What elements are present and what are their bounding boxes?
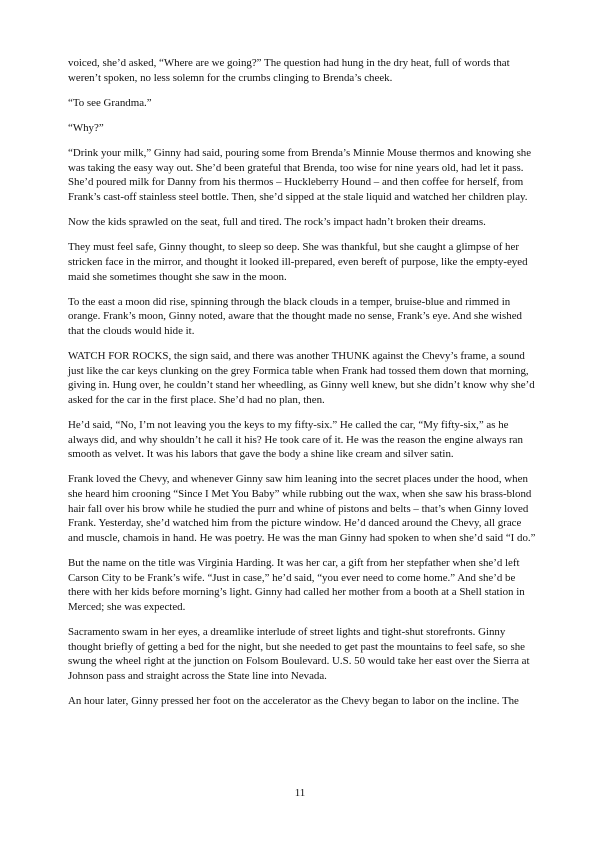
paragraph: To the east a moon did rise, spinning through the black clouds in a temper, bruise-blue and rimmed in orange. Frank’s moon, Ginny noted, aware that the thought made no sense, Frank’s eye. And she wished that the clouds would hide it. — [68, 295, 522, 337]
paragraph: “To see Grandma.” — [68, 96, 152, 109]
paragraph: “Why?” — [68, 121, 104, 134]
paragraph: “Drink your milk,” Ginny had said, pouring some from Brenda’s Minnie Mouse thermos and knowing she was taking the easy way out. She’d been grateful that Brenda, too wise for nine years old, had let it pass. She’d poured milk for Danny from his thermos – Huckleberry Hound – and then coffee for herself, from Frank’s cast-off stainless steel bottle. Then, she’d sipped at the stale liquid and watched her children play. — [68, 147, 532, 203]
paragraph: Now the kids sprawled on the seat, full and tired. The rock’s impact hadn’t broken their dreams. — [68, 216, 486, 229]
paragraph: They must feel safe, Ginny thought, to sleep so deep. She was thankful, but she caught a glimpse of her stricken face in the mirror, and thought it looked ill-prepared, even bereft of purpose, like the empty-eyed maid she sometimes thought she saw in the moon. — [68, 241, 528, 283]
paragraph: WATCH FOR ROCKS, the sign said, and there was another THUNK against the Chevy’s frame, a sound just like the car keys clunking on the grey Formica table when Frank had tossed them down that morning, giving in. Hung over, he couldn’t stand her wheedling, as Ginny well knew, but she didn’t know why she’d asked for the car in the first place. She’d had no plan, then. — [68, 350, 535, 406]
paragraph: He’d said, “No, I’m not leaving you the keys to my fifty-six.” He called the car, “My fifty-six,” as he always did, and why shouldn’t he call it his? He took care of it. He was the reason the engine always ran smooth as velvet. It was his labors that gave the body a shine like cream and silver satin. — [68, 419, 523, 461]
paragraph: An hour later, Ginny pressed her foot on the accelerator as the Chevy began to labor on the incline. The — [68, 694, 519, 707]
paragraph: Sacramento swam in her eyes, a dreamlike interlude of street lights and tight-shut storefronts. Ginny thought briefly of getting a bed for the night, but she needed to get past the mountains to feel safe, so she swung the wheel right at the junction on Folsom Boulevard. U.S. 50 would take her east over the Sierra at Johnson pass and straight across the State line into Nevada. — [68, 625, 530, 682]
paragraph: voiced, she’d asked, “Where are we going?” The question had hung in the dry heat, full of words that weren’t spoken, no less solemn for the crumbs clinging to Brenda’s cheek. — [68, 57, 510, 84]
paragraph: But the name on the title was Virginia Harding. It was her car, a gift from her stepfather when she’d left Carson City to be Frank’s wife. “Just in case,” he’d said, “you ever need to come home.” And she’d be there with her kids before morning’s light. Ginny had called her mother from a booth at a Shell station in Merced; she was expected. — [68, 556, 525, 613]
page-number: 11 — [294, 787, 306, 799]
paragraph: Frank loved the Chevy, and whenever Ginny saw him leaning into the secret places under the hood, when she heard him crooning “Since I Met You Baby” while rubbing out the wax, when she saw his brass-blond hair fall over his brow while he studied the purr and whine of pistons and belts – that’s when Ginny loved Frank. Yesterday, she’d watched him from the picture window. He’d danced around the Chevy, all grace and muscle, chamois in hand. He was poetry. He was the man Ginny had spoken to when she’d said “I do.” — [68, 473, 536, 544]
body-text — [68, 56, 538, 719]
